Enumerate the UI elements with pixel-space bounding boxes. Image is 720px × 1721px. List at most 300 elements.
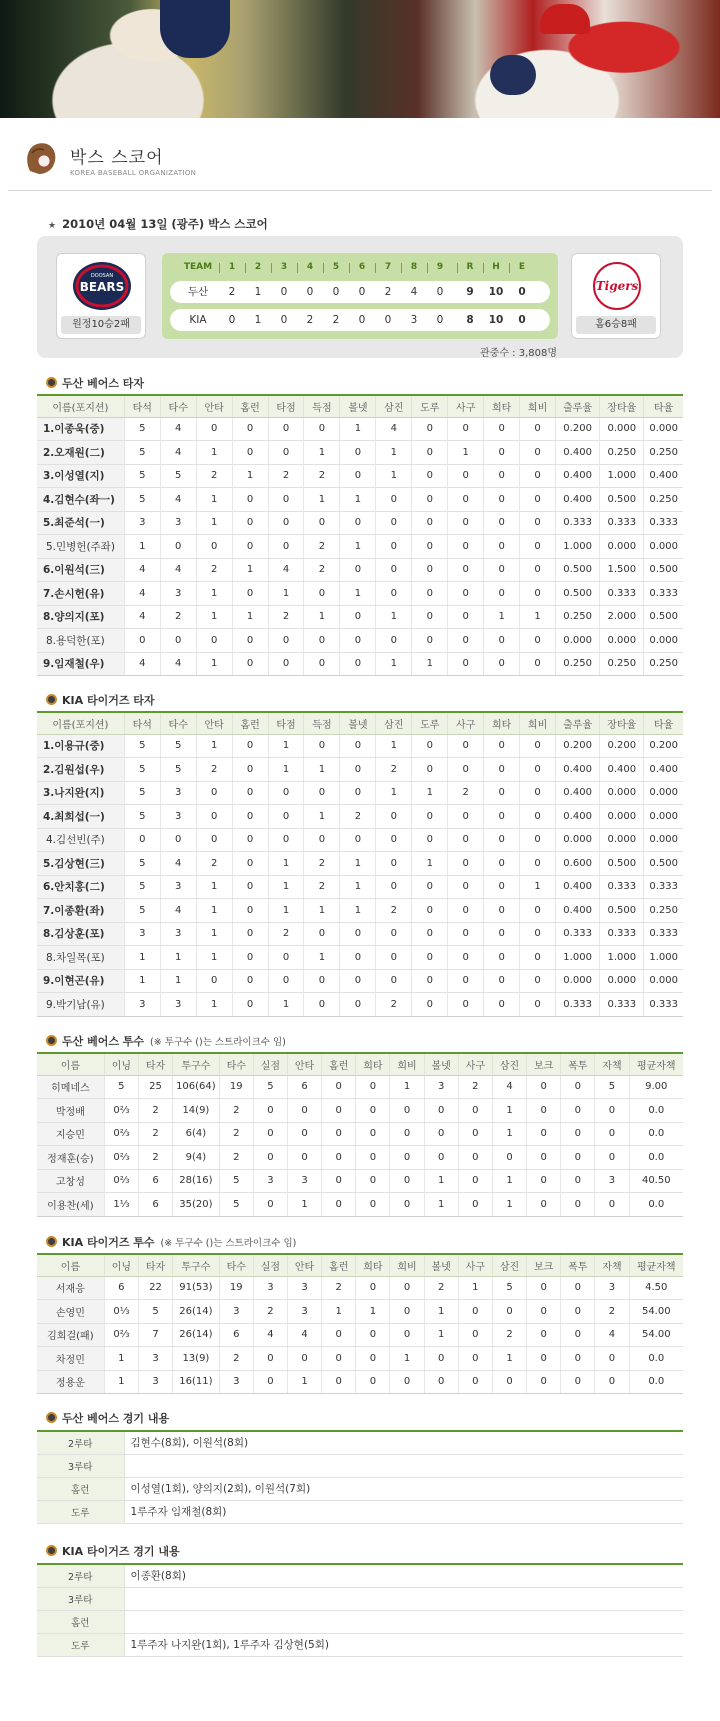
column-header: 장타율: [600, 712, 644, 734]
stat-cell: 2: [424, 1276, 458, 1300]
table-row[interactable]: [37, 969, 683, 993]
stat-cell: 1: [232, 558, 268, 582]
stat-cell: 0: [340, 946, 376, 970]
stat-cell: 2: [304, 558, 340, 582]
stat-cell: 0.0: [629, 1099, 683, 1123]
stat-cell: 0: [448, 922, 484, 946]
stat-cell: 2: [219, 1347, 253, 1371]
baseball-icon: [46, 377, 57, 388]
table-row[interactable]: [37, 441, 683, 465]
column-header: 삼진: [376, 712, 412, 734]
stat-cell: 0: [458, 1347, 492, 1371]
stat-cell: 0: [376, 582, 412, 606]
line-score-cell: 0: [228, 314, 236, 326]
stat-cell: 1: [390, 1075, 424, 1099]
stat-cell: 0: [322, 1146, 356, 1170]
column-header: 이름: [37, 1053, 104, 1075]
stat-cell: 0⅔: [104, 1323, 138, 1347]
stat-cell: 3: [160, 582, 196, 606]
player-name[interactable]: 1.이종욱(중): [37, 417, 124, 441]
stat-cell: 2: [196, 758, 232, 782]
stat-cell: 3: [160, 993, 196, 1017]
stat-cell: 0: [448, 993, 484, 1017]
summary-row: [37, 1431, 683, 1454]
pitcher-name[interactable]: 차정민: [37, 1347, 104, 1371]
stat-cell: 0: [232, 922, 268, 946]
player-name[interactable]: 9.이현곤(유): [37, 969, 124, 993]
stat-cell: 6: [219, 1323, 253, 1347]
summary-value: [124, 1610, 683, 1633]
summary-row: [37, 1610, 683, 1633]
stat-cell: 2: [448, 781, 484, 805]
line-score-header-cell: H: [492, 262, 500, 272]
stat-cell: 0: [527, 1323, 561, 1347]
stat-cell: 0: [424, 1122, 458, 1146]
player-name[interactable]: 7.이종환(좌): [37, 899, 124, 923]
line-score-cell: 0: [436, 286, 444, 298]
stat-cell: 1⅓: [104, 1193, 138, 1217]
stat-cell: 0: [304, 993, 340, 1017]
table-row[interactable]: [37, 1347, 683, 1371]
column-header: 희비: [390, 1053, 424, 1075]
svg-text:Tigers: Tigers: [595, 279, 639, 293]
table-row[interactable]: [37, 511, 683, 535]
stat-cell: 0.250: [644, 899, 683, 923]
stat-cell: 1: [232, 464, 268, 488]
stat-cell: 3: [287, 1276, 321, 1300]
stat-cell: 4: [160, 488, 196, 512]
stat-cell: 0.400: [556, 488, 600, 512]
stat-cell: 0: [412, 969, 448, 993]
summary-value: 1루주자 나지완(1회), 1루주자 김상현(5회): [124, 1633, 683, 1656]
table-row[interactable]: [37, 1323, 683, 1347]
section-title-text: 두산 베어스 투수: [62, 1035, 145, 1048]
player-name[interactable]: 9.박기남(유): [37, 993, 124, 1017]
table-row[interactable]: [37, 805, 683, 829]
table-row[interactable]: [37, 1122, 683, 1146]
stat-cell: 2: [595, 1300, 629, 1324]
player-name[interactable]: 5.민병헌(주좌): [37, 535, 124, 559]
stat-cell: 0: [340, 734, 376, 758]
stat-cell: 2: [268, 464, 304, 488]
stat-cell: 0: [376, 852, 412, 876]
stat-cell: 1: [340, 899, 376, 923]
stat-cell: 9.00: [629, 1075, 683, 1099]
stat-cell: 0: [356, 1146, 390, 1170]
stat-cell: 0: [458, 1300, 492, 1324]
stat-cell: 0.333: [600, 993, 644, 1017]
player-name[interactable]: 8.김상훈(포): [37, 922, 124, 946]
stat-cell: 4: [124, 582, 160, 606]
stat-cell: 0: [520, 734, 556, 758]
pitcher-name[interactable]: 김희걸(패): [37, 1323, 104, 1347]
player-name[interactable]: 8.양의지(포): [37, 605, 124, 629]
baseball-icon: [46, 1545, 57, 1556]
player-name[interactable]: 2.오재원(二): [37, 441, 124, 465]
stat-cell: 1: [304, 488, 340, 512]
column-header: 볼넷: [424, 1254, 458, 1276]
stat-cell: 2: [268, 922, 304, 946]
stat-cell: 0: [322, 1122, 356, 1146]
table-row[interactable]: [37, 488, 683, 512]
top-banner-photo: [0, 0, 720, 118]
table-row[interactable]: [37, 1075, 683, 1099]
stat-cell: 1: [196, 488, 232, 512]
pitcher-name[interactable]: 서재응: [37, 1276, 104, 1300]
line-score-cell: 0: [518, 286, 526, 298]
stat-cell: 5: [124, 464, 160, 488]
pitcher-name[interactable]: 고창성: [37, 1169, 104, 1193]
pitcher-name[interactable]: 정재훈(승): [37, 1146, 104, 1170]
stat-cell: 2: [138, 1146, 172, 1170]
line-score-cell: 10: [488, 286, 504, 298]
home-team-card[interactable]: [571, 253, 661, 339]
star-icon: ★: [48, 221, 57, 231]
stat-cell: 0.400: [556, 758, 600, 782]
stat-cell: 0: [520, 828, 556, 852]
table-row[interactable]: [37, 1099, 683, 1123]
stat-cell: 1: [376, 441, 412, 465]
stat-cell: 6: [138, 1193, 172, 1217]
stat-cell: 1: [268, 758, 304, 782]
player-name[interactable]: 7.손시헌(유): [37, 582, 124, 606]
stat-cell: 0: [196, 781, 232, 805]
stat-cell: 0: [304, 922, 340, 946]
summary-value: 이성열(1회), 양의지(2회), 이원석(7회): [124, 1477, 683, 1500]
pitcher-name[interactable]: 박정배: [37, 1099, 104, 1123]
table-row[interactable]: [37, 535, 683, 559]
player-name[interactable]: 8.용덕한(포): [37, 629, 124, 653]
stat-cell: 2: [376, 993, 412, 1017]
player-name[interactable]: 1.이용규(중): [37, 734, 124, 758]
stat-cell: 1: [424, 1323, 458, 1347]
column-header: 타율: [644, 395, 683, 417]
stat-cell: 0: [160, 828, 196, 852]
stat-cell: 1: [412, 852, 448, 876]
stat-cell: 2: [196, 464, 232, 488]
stat-cell: 5: [253, 1075, 287, 1099]
line-score-cell: 9: [466, 286, 474, 298]
stat-cell: 0: [253, 1122, 287, 1146]
stat-cell: 6: [138, 1169, 172, 1193]
table-row[interactable]: [37, 852, 683, 876]
stat-cell: 4: [124, 558, 160, 582]
stat-cell: 0: [356, 1169, 390, 1193]
stat-cell: 4: [160, 441, 196, 465]
stat-cell: 0: [448, 852, 484, 876]
stat-cell: 0.000: [644, 535, 683, 559]
doosan-bears-logo: [71, 260, 133, 312]
stat-cell: 1: [520, 875, 556, 899]
stat-cell: 0.0: [629, 1146, 683, 1170]
stat-cell: 0.400: [644, 758, 683, 782]
kia-pitching-table: [37, 1253, 683, 1394]
line-score-cell: 1: [254, 314, 262, 326]
stat-cell: 1: [322, 1300, 356, 1324]
player-name[interactable]: 3.나지완(지): [37, 781, 124, 805]
stat-cell: 0: [376, 946, 412, 970]
stat-cell: 0: [322, 1370, 356, 1394]
stat-cell: 1: [304, 758, 340, 782]
away-team-card[interactable]: [56, 253, 146, 339]
stat-cell: 3: [124, 511, 160, 535]
stat-cell: 0: [232, 652, 268, 676]
stat-cell: 0: [196, 969, 232, 993]
stat-cell: 0: [376, 629, 412, 653]
stat-cell: 0.000: [644, 417, 683, 441]
pitcher-name[interactable]: 히메네스: [37, 1075, 104, 1099]
table-row[interactable]: [37, 781, 683, 805]
table-row[interactable]: [37, 629, 683, 653]
stat-cell: 5: [160, 758, 196, 782]
stat-cell: 0.000: [556, 828, 600, 852]
stat-cell: 0.500: [600, 852, 644, 876]
pitcher-name[interactable]: 손영민: [37, 1300, 104, 1324]
stat-cell: 0.333: [644, 875, 683, 899]
stat-cell: 0: [232, 805, 268, 829]
stat-cell: 0: [304, 417, 340, 441]
table-row[interactable]: [37, 1276, 683, 1300]
table-row[interactable]: [37, 1300, 683, 1324]
stat-cell: 0: [448, 734, 484, 758]
stat-cell: 1: [492, 1122, 526, 1146]
line-score-cell: 8: [466, 314, 474, 326]
stat-cell: 1: [196, 605, 232, 629]
table-row[interactable]: [37, 828, 683, 852]
attendance: 관중수 : 3,808명: [480, 348, 557, 359]
stat-cell: 0: [196, 535, 232, 559]
stat-cell: 0: [492, 1300, 526, 1324]
stat-cell: 1: [196, 652, 232, 676]
stat-cell: 1: [304, 605, 340, 629]
table-row[interactable]: [37, 1193, 683, 1217]
column-header: 희비: [520, 712, 556, 734]
player-name[interactable]: 2.김원섭(우): [37, 758, 124, 782]
pitcher-name[interactable]: 정용운: [37, 1370, 104, 1394]
stat-cell: 1: [268, 993, 304, 1017]
stat-cell: 0: [253, 1370, 287, 1394]
stat-cell: 0: [376, 511, 412, 535]
table-row[interactable]: [37, 899, 683, 923]
stat-cell: 0: [356, 1347, 390, 1371]
stat-cell: 0⅔: [104, 1146, 138, 1170]
stat-cell: 16(11): [173, 1370, 220, 1394]
column-header: 보크: [527, 1254, 561, 1276]
stat-cell: 0: [412, 417, 448, 441]
stat-cell: 5: [138, 1300, 172, 1324]
line-score-cell: 0: [518, 314, 526, 326]
player-name[interactable]: 6.이원석(三): [37, 558, 124, 582]
player-name[interactable]: 4.김현수(좌一): [37, 488, 124, 512]
line-score-team: KIA: [189, 314, 207, 326]
column-header: 희비: [390, 1254, 424, 1276]
table-row[interactable]: [37, 417, 683, 441]
stat-cell: 0: [561, 1193, 595, 1217]
column-header: 타자: [138, 1254, 172, 1276]
stat-cell: 3: [595, 1169, 629, 1193]
table-row[interactable]: [37, 875, 683, 899]
summary-value: [124, 1587, 683, 1610]
stat-cell: 0: [412, 875, 448, 899]
stat-cell: 0.500: [556, 582, 600, 606]
player-name[interactable]: 6.안치홍(二): [37, 875, 124, 899]
stat-cell: 1.000: [644, 946, 683, 970]
stat-cell: 0: [268, 535, 304, 559]
table-row[interactable]: [37, 946, 683, 970]
pitcher-name[interactable]: 지승민: [37, 1122, 104, 1146]
summary-row: [37, 1564, 683, 1587]
stat-cell: 0: [520, 969, 556, 993]
stat-cell: 0: [390, 1193, 424, 1217]
stat-cell: 0: [340, 969, 376, 993]
column-header: 이름: [37, 1254, 104, 1276]
stat-cell: 1: [492, 1193, 526, 1217]
stat-cell: 0.250: [600, 441, 644, 465]
column-header: 홈런: [232, 712, 268, 734]
player-name[interactable]: 8.차일목(포): [37, 946, 124, 970]
column-header: 타점: [268, 712, 304, 734]
stat-cell: 1: [492, 1169, 526, 1193]
column-header: 장타율: [600, 395, 644, 417]
stat-cell: 1: [304, 441, 340, 465]
stat-cell: 0: [356, 1122, 390, 1146]
table-row[interactable]: [37, 464, 683, 488]
baseball-icon: [46, 1035, 57, 1046]
stat-cell: 3: [138, 1347, 172, 1371]
stat-cell: 2: [196, 852, 232, 876]
stat-cell: 0.400: [644, 464, 683, 488]
column-header: 자책: [595, 1053, 629, 1075]
column-header: 희타: [484, 712, 520, 734]
line-score-header-cell: 7: [384, 262, 392, 272]
game-title-text: 2010년 04월 13일 (광주) 박스 스코어: [62, 217, 268, 231]
stat-cell: 0.000: [600, 417, 644, 441]
stat-cell: 0: [196, 629, 232, 653]
stat-cell: 26(14): [173, 1323, 220, 1347]
stat-cell: 0.250: [556, 652, 600, 676]
section-title-text: 두산 베어스 타자: [62, 377, 145, 390]
table-row[interactable]: [37, 758, 683, 782]
stat-cell: 0: [458, 1122, 492, 1146]
stat-cell: 0: [520, 946, 556, 970]
table-row[interactable]: [37, 922, 683, 946]
table-row[interactable]: [37, 734, 683, 758]
table-row[interactable]: [37, 605, 683, 629]
stat-cell: 1: [492, 1347, 526, 1371]
column-header: 자책: [595, 1254, 629, 1276]
stat-cell: 0: [356, 1370, 390, 1394]
pitcher-name[interactable]: 이용찬(세): [37, 1193, 104, 1217]
table-row[interactable]: [37, 993, 683, 1017]
stat-cell: 0: [124, 629, 160, 653]
line-score-cell: 0: [280, 286, 288, 298]
stat-cell: 1: [340, 852, 376, 876]
stat-cell: 0: [520, 558, 556, 582]
stat-cell: 0: [424, 1099, 458, 1123]
stat-cell: 0: [527, 1193, 561, 1217]
stat-cell: 22: [138, 1276, 172, 1300]
table-row[interactable]: [37, 582, 683, 606]
player-name[interactable]: 4.김선빈(주): [37, 828, 124, 852]
stat-cell: 0.000: [644, 828, 683, 852]
doosan-batting-title: [46, 375, 144, 391]
summary-label: 3루타: [37, 1587, 124, 1610]
line-score-cell: 0: [358, 314, 366, 326]
column-header: 폭투: [561, 1053, 595, 1075]
stat-cell: 0: [340, 441, 376, 465]
stat-cell: 0: [322, 1347, 356, 1371]
stat-cell: 4: [595, 1323, 629, 1347]
column-header: 사구: [448, 395, 484, 417]
stat-cell: 0: [390, 1146, 424, 1170]
column-header: 이닝: [104, 1254, 138, 1276]
stat-cell: 1: [196, 922, 232, 946]
stat-cell: 0: [376, 922, 412, 946]
stat-cell: 5: [219, 1193, 253, 1217]
stat-cell: 3: [253, 1276, 287, 1300]
stat-cell: 0: [448, 535, 484, 559]
table-row[interactable]: [37, 1370, 683, 1394]
line-score-cell: 0: [384, 314, 392, 326]
player-name[interactable]: 5.김상현(三): [37, 852, 124, 876]
stat-cell: 35(20): [173, 1193, 220, 1217]
stat-cell: 2: [376, 758, 412, 782]
stat-cell: 19: [219, 1075, 253, 1099]
stat-cell: 0: [520, 417, 556, 441]
stat-cell: 5: [124, 417, 160, 441]
table-row[interactable]: [37, 558, 683, 582]
stat-cell: 1: [412, 652, 448, 676]
stat-cell: 0.500: [600, 488, 644, 512]
stat-cell: 4: [124, 652, 160, 676]
table-row[interactable]: [37, 652, 683, 676]
table-row[interactable]: [37, 1146, 683, 1170]
column-header: 홈런: [322, 1254, 356, 1276]
stat-cell: 0: [376, 535, 412, 559]
stat-cell: 0: [304, 582, 340, 606]
stat-cell: 0: [390, 1370, 424, 1394]
stat-cell: 1: [104, 1347, 138, 1371]
stat-cell: 0: [458, 1370, 492, 1394]
stat-cell: 0: [527, 1122, 561, 1146]
player-name[interactable]: 3.이성열(지): [37, 464, 124, 488]
stat-cell: 1: [376, 605, 412, 629]
stat-cell: 0: [232, 899, 268, 923]
line-score-cell: 2: [228, 286, 236, 298]
stat-cell: 0: [253, 1193, 287, 1217]
stat-cell: 0: [268, 488, 304, 512]
stat-cell: 0.250: [644, 652, 683, 676]
player-name[interactable]: 5.최준석(一): [37, 511, 124, 535]
column-header: 타율: [644, 712, 683, 734]
stat-cell: 0: [484, 629, 520, 653]
line-score-header-cell: 9: [436, 262, 444, 272]
stat-cell: 0: [304, 828, 340, 852]
stat-cell: 0: [484, 946, 520, 970]
table-row[interactable]: [37, 1169, 683, 1193]
player-name[interactable]: 4.최희섭(一): [37, 805, 124, 829]
line-score-cell: 2: [384, 286, 392, 298]
page-title: 박스 스코어: [70, 148, 164, 168]
stat-cell: 0: [390, 1099, 424, 1123]
stat-cell: 5: [124, 899, 160, 923]
stat-cell: 0: [356, 1323, 390, 1347]
stat-cell: 0: [390, 1276, 424, 1300]
stat-cell: 0: [448, 417, 484, 441]
player-name[interactable]: 9.임재철(우): [37, 652, 124, 676]
stat-cell: 0: [376, 828, 412, 852]
stat-cell: 0: [412, 582, 448, 606]
